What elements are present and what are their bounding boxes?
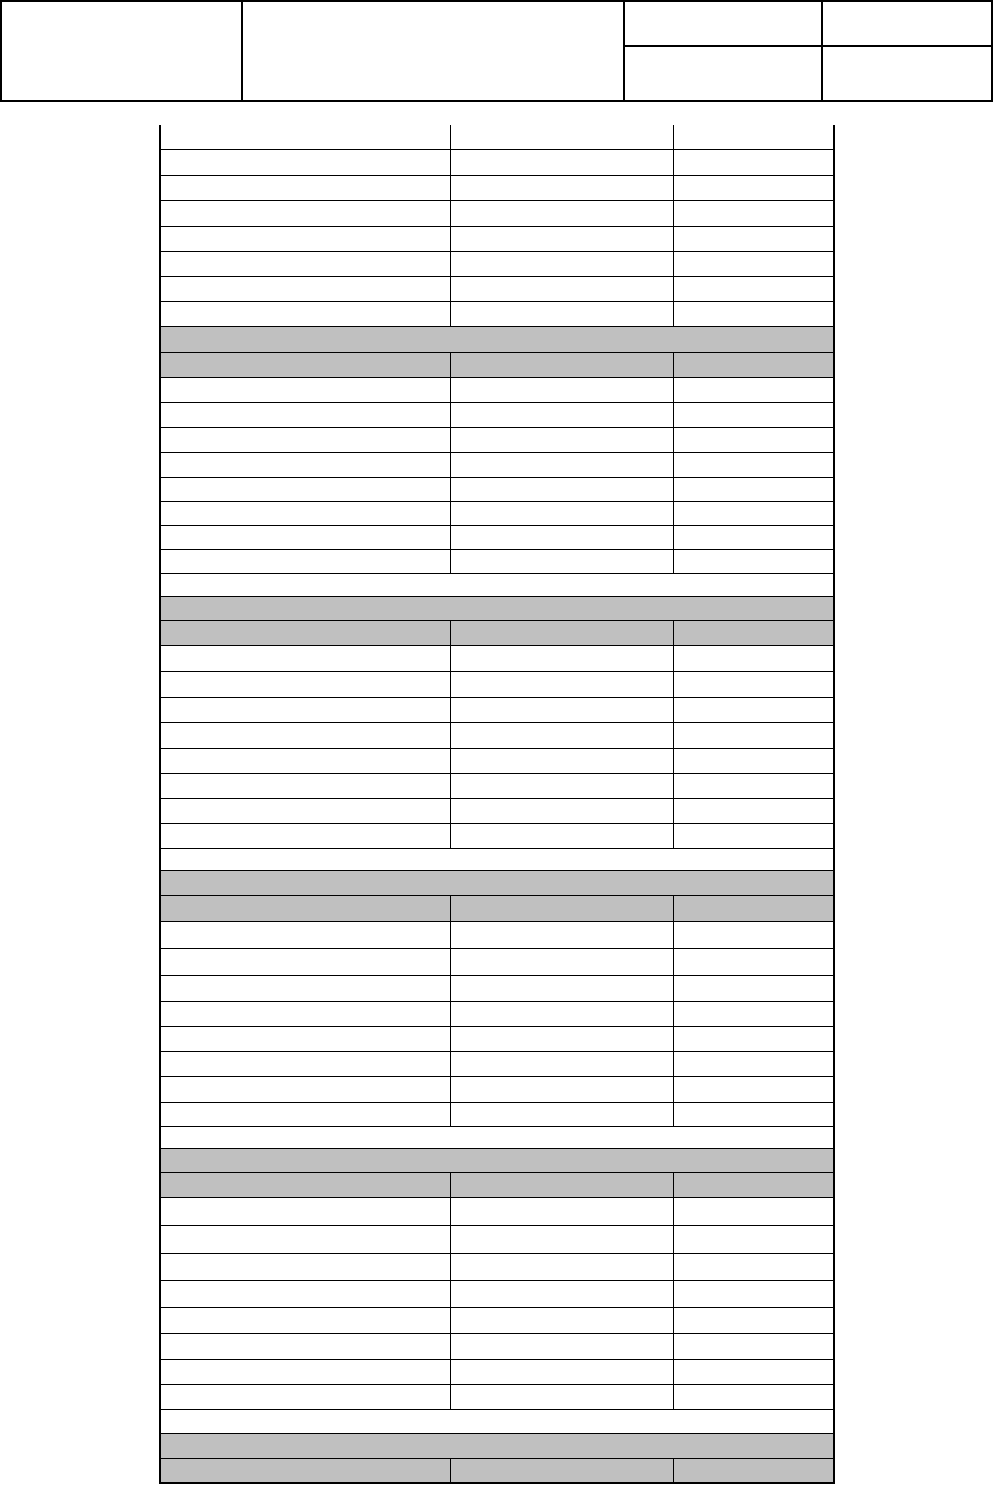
table-row <box>160 722 834 748</box>
data-cell-2 <box>450 402 673 427</box>
header-meta-label-1 <box>625 2 821 45</box>
data-cell-3 <box>673 149 834 175</box>
data-cell-3 <box>673 427 834 452</box>
data-cell-2 <box>450 773 673 798</box>
data-cell-2 <box>450 921 673 948</box>
column-header-cell-1 <box>160 620 450 645</box>
column-header-cell-2 <box>450 1172 673 1197</box>
data-cell-1 <box>160 1359 450 1384</box>
table-row <box>160 1026 834 1051</box>
section-note-row <box>160 573 834 596</box>
section-title <box>160 1148 834 1172</box>
data-cell-3 <box>673 251 834 276</box>
data-cell-1 <box>160 948 450 975</box>
header-meta-value-1 <box>823 2 991 45</box>
header-logo-cell <box>2 2 241 100</box>
data-cell-3 <box>673 276 834 301</box>
column-header-cell-2 <box>450 895 673 921</box>
data-cell-3 <box>673 1333 834 1359</box>
table-row <box>160 823 834 848</box>
data-cell-3 <box>673 1001 834 1026</box>
data-cell-3 <box>673 125 834 149</box>
column-header-cell-1 <box>160 1458 450 1483</box>
data-cell-1 <box>160 823 450 848</box>
data-cell-3 <box>673 1280 834 1307</box>
data-cell-1 <box>160 798 450 823</box>
data-cell-3 <box>673 549 834 573</box>
section-note-row <box>160 1126 834 1148</box>
column-header-cell-2 <box>450 620 673 645</box>
data-cell-2 <box>450 748 673 773</box>
data-cell-3 <box>673 948 834 975</box>
table-row <box>160 1076 834 1102</box>
data-cell-2 <box>450 671 673 697</box>
data-cell-3 <box>673 1384 834 1409</box>
column-header-cell-1 <box>160 352 450 377</box>
data-cell-1 <box>160 377 450 402</box>
table-row <box>160 525 834 549</box>
column-header-cell-1 <box>160 1172 450 1197</box>
data-cell-1 <box>160 1076 450 1102</box>
data-cell-2 <box>450 1001 673 1026</box>
table-row <box>160 377 834 402</box>
table-row <box>160 226 834 251</box>
data-cell-2 <box>450 501 673 525</box>
data-cell-2 <box>450 549 673 573</box>
data-cell-3 <box>673 1253 834 1280</box>
table-row <box>160 798 834 823</box>
data-cell-3 <box>673 501 834 525</box>
header-meta-label-2 <box>625 47 821 100</box>
data-cell-2 <box>450 1076 673 1102</box>
data-cell-2 <box>450 1197 673 1225</box>
data-cell-3 <box>673 1076 834 1102</box>
data-cell-3 <box>673 226 834 251</box>
data-cell-2 <box>450 125 673 149</box>
data-cell-2 <box>450 477 673 501</box>
table-row <box>160 1001 834 1026</box>
data-cell-2 <box>450 149 673 175</box>
section-title-row <box>160 1433 834 1458</box>
table-row <box>160 200 834 226</box>
data-cell-3 <box>673 823 834 848</box>
data-cell-1 <box>160 773 450 798</box>
data-cell-2 <box>450 1333 673 1359</box>
data-cell-3 <box>673 722 834 748</box>
data-cell-2 <box>450 525 673 549</box>
section-title <box>160 326 834 352</box>
data-cell-3 <box>673 975 834 1001</box>
data-cell-2 <box>450 452 673 477</box>
table-row <box>160 748 834 773</box>
table-row <box>160 697 834 722</box>
data-cell-2 <box>450 722 673 748</box>
data-cell-1 <box>160 149 450 175</box>
data-cell-3 <box>673 798 834 823</box>
data-cell-3 <box>673 1225 834 1253</box>
data-cell-2 <box>450 1253 673 1280</box>
data-cell-2 <box>450 1225 673 1253</box>
data-cell-2 <box>450 377 673 402</box>
data-cell-1 <box>160 1307 450 1333</box>
data-cell-2 <box>450 1026 673 1051</box>
data-cell-3 <box>673 477 834 501</box>
table-row <box>160 1253 834 1280</box>
data-cell-3 <box>673 525 834 549</box>
data-cell-2 <box>450 975 673 1001</box>
table-row <box>160 276 834 301</box>
table-row <box>160 773 834 798</box>
data-cell-3 <box>673 921 834 948</box>
data-cell-1 <box>160 1225 450 1253</box>
data-cell-2 <box>450 1307 673 1333</box>
data-cell-3 <box>673 748 834 773</box>
table-row <box>160 1307 834 1333</box>
table-row <box>160 948 834 975</box>
section-note <box>160 1409 834 1433</box>
data-cell-3 <box>673 671 834 697</box>
data-cell-1 <box>160 226 450 251</box>
table-row <box>160 501 834 525</box>
column-header-cell-3 <box>673 1458 834 1483</box>
data-cell-3 <box>673 697 834 722</box>
checklist-table <box>159 125 835 1484</box>
data-cell-3 <box>673 1026 834 1051</box>
data-cell-2 <box>450 697 673 722</box>
table-row <box>160 671 834 697</box>
data-cell-1 <box>160 402 450 427</box>
data-cell-3 <box>673 301 834 326</box>
table-row <box>160 1197 834 1225</box>
data-cell-2 <box>450 276 673 301</box>
section-note <box>160 573 834 596</box>
data-cell-1 <box>160 921 450 948</box>
data-cell-3 <box>673 452 834 477</box>
section-title-row <box>160 1148 834 1172</box>
data-cell-1 <box>160 645 450 671</box>
data-cell-1 <box>160 1280 450 1307</box>
section-note-row <box>160 848 834 870</box>
data-cell-3 <box>673 645 834 671</box>
table-row <box>160 549 834 573</box>
table-row <box>160 1359 834 1384</box>
data-cell-3 <box>673 1051 834 1076</box>
column-header-row <box>160 352 834 377</box>
table-row <box>160 427 834 452</box>
data-cell-2 <box>450 427 673 452</box>
data-cell-1 <box>160 1384 450 1409</box>
data-cell-1 <box>160 125 450 149</box>
data-cell-1 <box>160 1026 450 1051</box>
data-cell-1 <box>160 477 450 501</box>
table-row <box>160 452 834 477</box>
column-header-cell-3 <box>673 895 834 921</box>
table-row <box>160 149 834 175</box>
data-cell-1 <box>160 748 450 773</box>
section-note <box>160 848 834 870</box>
header-meta-value-2 <box>823 47 991 100</box>
table-row <box>160 921 834 948</box>
data-cell-2 <box>450 1359 673 1384</box>
section-title-row <box>160 596 834 620</box>
table-row <box>160 1102 834 1126</box>
data-cell-1 <box>160 200 450 226</box>
table-row <box>160 301 834 326</box>
table-row <box>160 1225 834 1253</box>
section-note-row <box>160 1409 834 1433</box>
data-cell-3 <box>673 175 834 200</box>
section-title <box>160 1433 834 1458</box>
data-cell-2 <box>450 200 673 226</box>
data-cell-1 <box>160 175 450 200</box>
data-cell-1 <box>160 1197 450 1225</box>
column-header-row <box>160 620 834 645</box>
data-cell-2 <box>450 226 673 251</box>
data-cell-1 <box>160 1253 450 1280</box>
data-cell-1 <box>160 525 450 549</box>
data-cell-2 <box>450 1102 673 1126</box>
data-cell-3 <box>673 773 834 798</box>
column-header-row <box>160 1458 834 1483</box>
table-row <box>160 1384 834 1409</box>
data-cell-3 <box>673 1102 834 1126</box>
data-cell-1 <box>160 975 450 1001</box>
data-cell-1 <box>160 1001 450 1026</box>
data-cell-2 <box>450 301 673 326</box>
data-cell-1 <box>160 251 450 276</box>
data-cell-2 <box>450 1280 673 1307</box>
data-cell-2 <box>450 251 673 276</box>
column-header-cell-3 <box>673 1172 834 1197</box>
data-cell-1 <box>160 501 450 525</box>
checklist-table-body <box>160 125 834 1483</box>
data-cell-3 <box>673 377 834 402</box>
column-header-cell-1 <box>160 895 450 921</box>
data-cell-1 <box>160 549 450 573</box>
data-cell-3 <box>673 1307 834 1333</box>
data-cell-1 <box>160 301 450 326</box>
header-frame-bottom <box>0 100 993 102</box>
table-row <box>160 645 834 671</box>
data-cell-2 <box>450 948 673 975</box>
data-cell-2 <box>450 798 673 823</box>
data-cell-1 <box>160 1051 450 1076</box>
data-cell-1 <box>160 697 450 722</box>
table-row <box>160 125 834 149</box>
table-row <box>160 477 834 501</box>
data-cell-1 <box>160 427 450 452</box>
data-cell-3 <box>673 200 834 226</box>
section-title <box>160 596 834 620</box>
column-header-row <box>160 1172 834 1197</box>
data-cell-3 <box>673 402 834 427</box>
column-header-cell-3 <box>673 352 834 377</box>
table-row <box>160 975 834 1001</box>
data-cell-1 <box>160 1102 450 1126</box>
data-cell-1 <box>160 276 450 301</box>
data-cell-2 <box>450 823 673 848</box>
table-row <box>160 1051 834 1076</box>
data-cell-3 <box>673 1197 834 1225</box>
data-cell-1 <box>160 1333 450 1359</box>
data-cell-3 <box>673 1359 834 1384</box>
data-cell-2 <box>450 1384 673 1409</box>
data-cell-1 <box>160 452 450 477</box>
column-header-cell-3 <box>673 620 834 645</box>
section-title <box>160 870 834 895</box>
table-row <box>160 1280 834 1307</box>
document-header <box>0 0 993 102</box>
data-cell-2 <box>450 645 673 671</box>
section-note <box>160 1126 834 1148</box>
table-row <box>160 251 834 276</box>
column-header-cell-2 <box>450 352 673 377</box>
data-cell-2 <box>450 175 673 200</box>
section-title-row <box>160 326 834 352</box>
table-row <box>160 1333 834 1359</box>
data-cell-2 <box>450 1051 673 1076</box>
table-row <box>160 175 834 200</box>
data-cell-1 <box>160 722 450 748</box>
column-header-row <box>160 895 834 921</box>
table-row <box>160 402 834 427</box>
header-title-cell <box>243 2 623 100</box>
data-cell-1 <box>160 671 450 697</box>
section-title-row <box>160 870 834 895</box>
column-header-cell-2 <box>450 1458 673 1483</box>
